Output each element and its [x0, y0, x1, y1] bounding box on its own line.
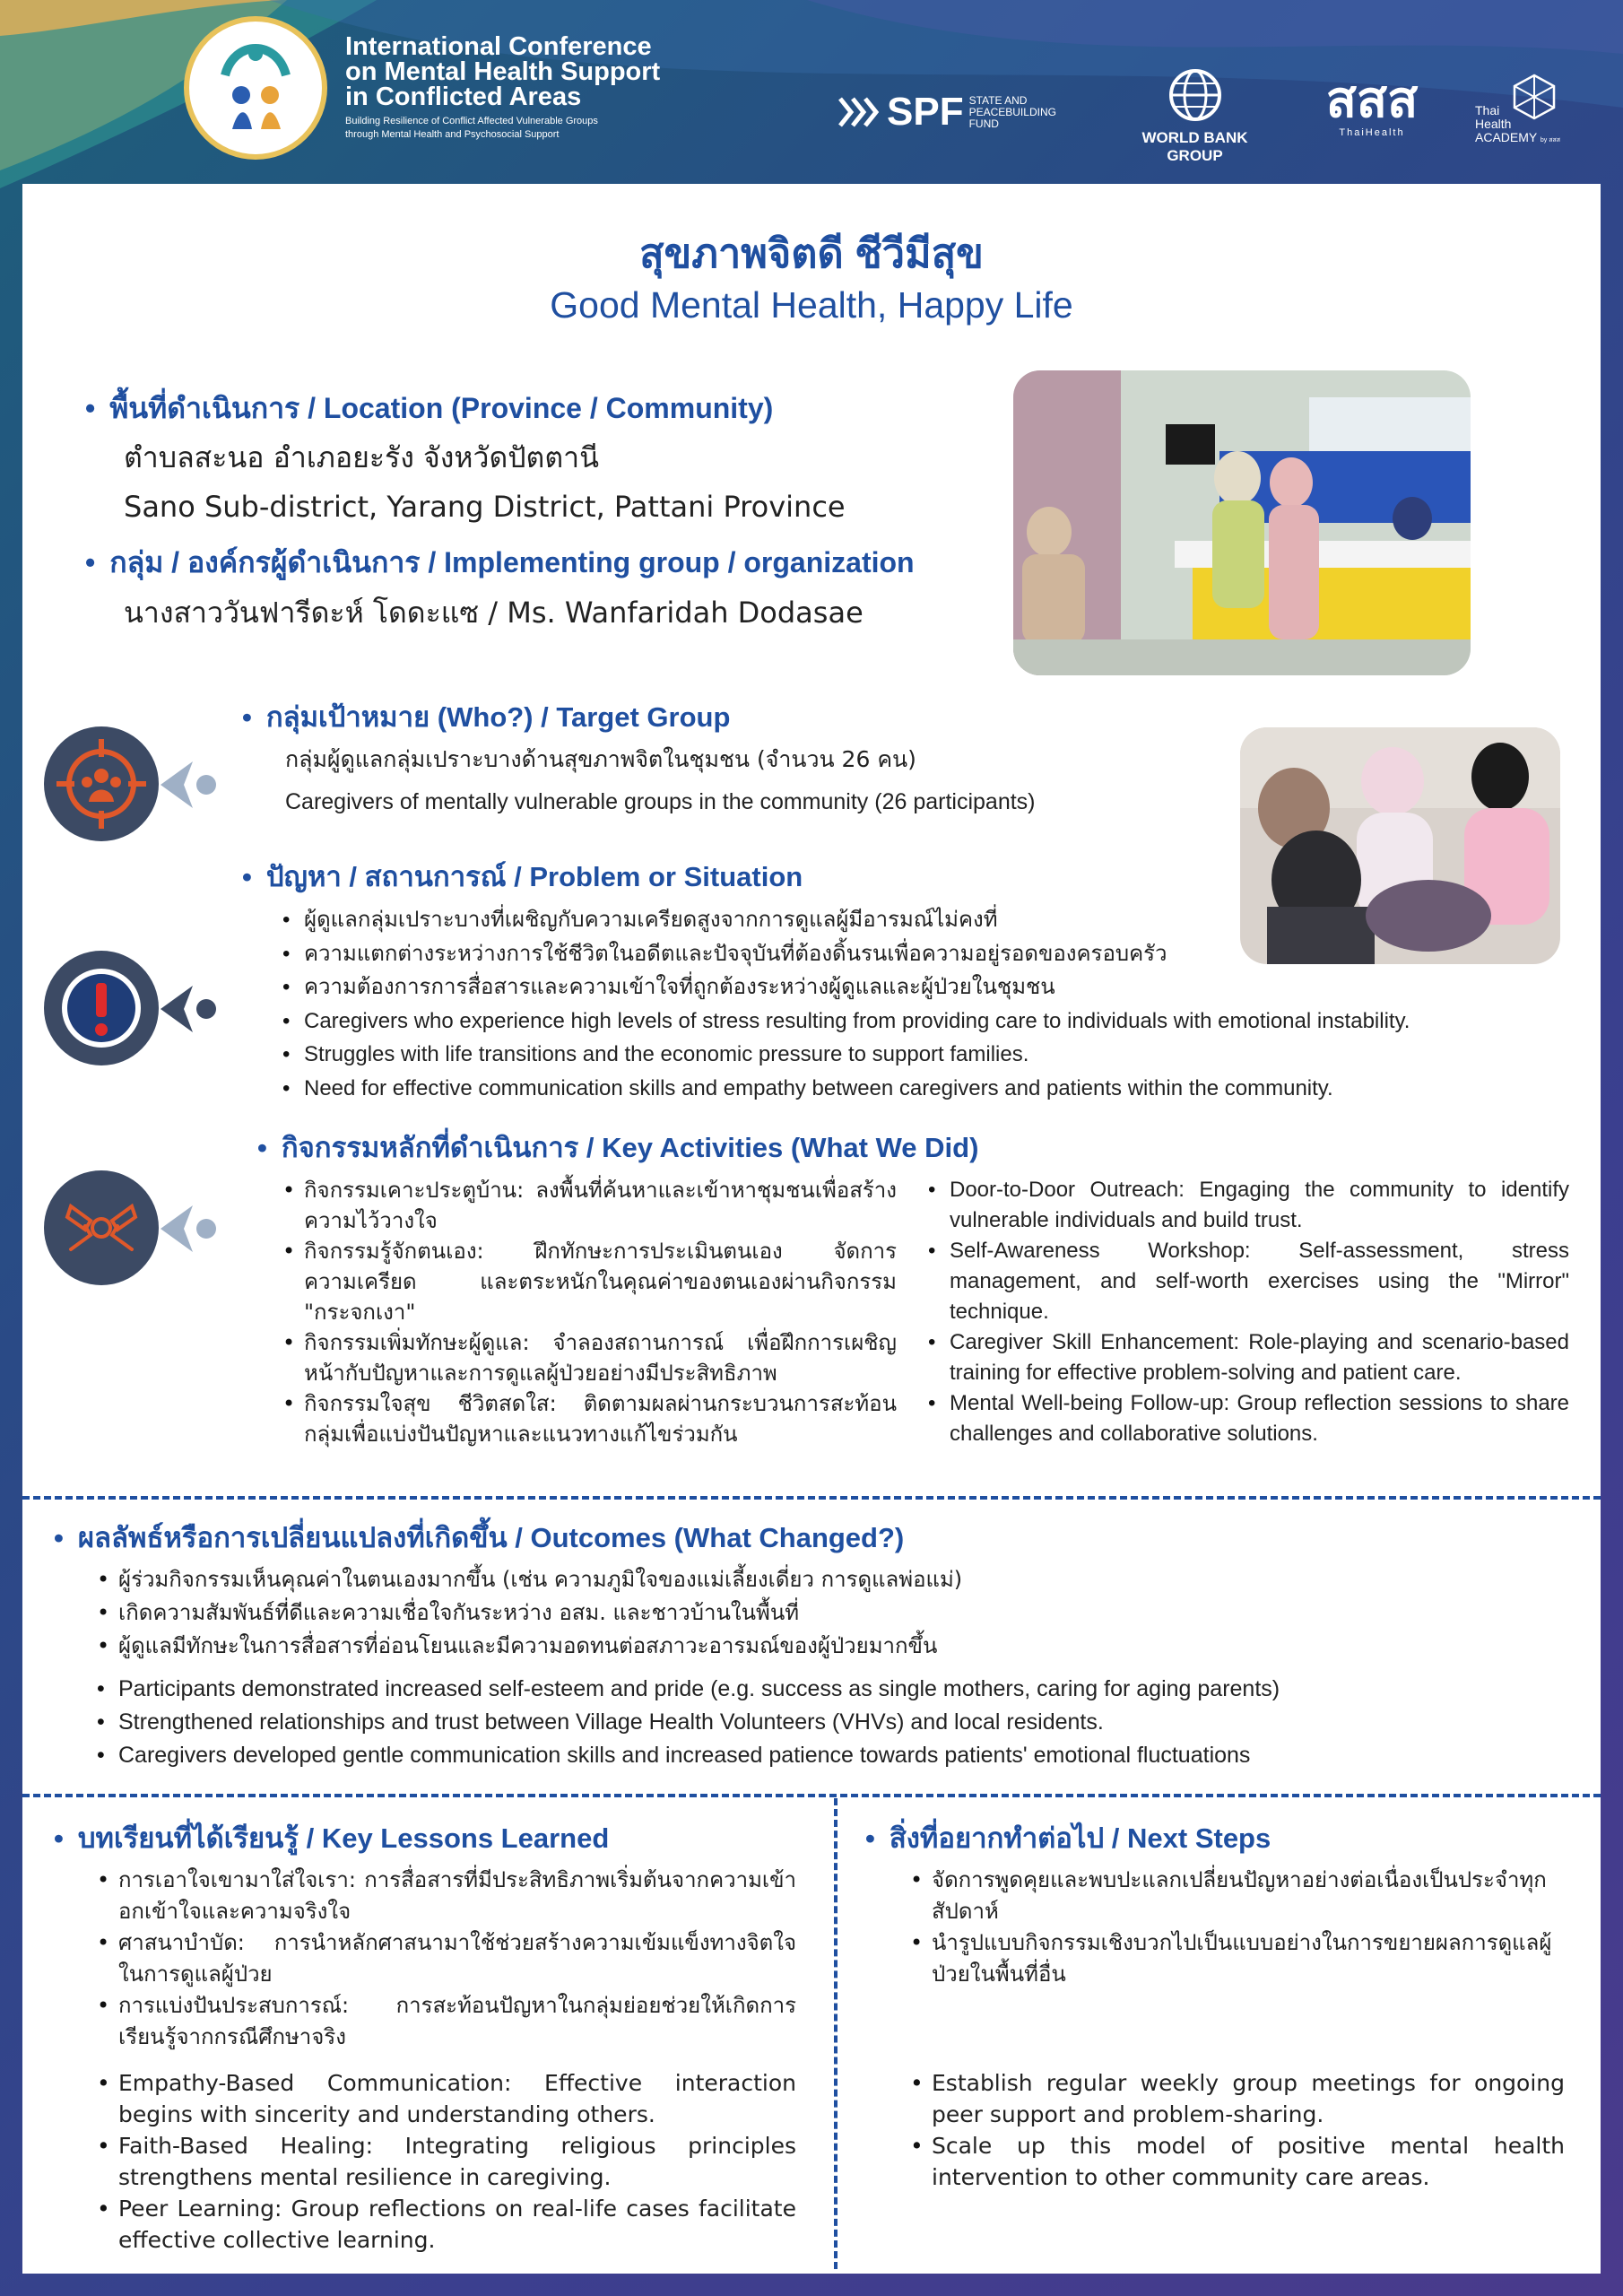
spf-caption	[969, 95, 1056, 130]
title-thai: สุขภาพจิตดี ชีวีมีสุข	[639, 230, 984, 276]
activity-thai-item: • กิจกรรมเคาะประตูบ้าน: ลงพื้นที่ค้นหาและเข้าหาชุมชนเพื่อสร้างความไว้วางใจ	[282, 1175, 897, 1236]
target-heading	[242, 700, 730, 735]
problem-item: • Struggles with life transitions and the economic pressure to support families.	[282, 1038, 1592, 1072]
target-heading-text: กลุ่มเป้าหมาย (Who?) / Target Group	[265, 701, 731, 733]
conference-subtitle	[345, 115, 660, 142]
problem-item: • Need for effective communication skills and empathy between caregivers and patients within the community.	[282, 1072, 1592, 1106]
next-steps-bullet: •	[865, 1822, 875, 1854]
implementer-heading-text: กลุ่ม / องค์กรผู้ดำเนินการ / Implementing group / organization	[109, 546, 915, 578]
activity-photo-classroom	[1013, 370, 1471, 675]
lesson-thai-item: • การแบ่งปันประสบการณ์: การสะท้อนปัญหาในกลุ่มย่อยช่วยให้เกิดการเรียนรู้จากกรณีศึกษาจริง	[97, 1990, 796, 2053]
academy-line-3-wrap	[1475, 131, 1560, 147]
globe-icon	[1167, 67, 1223, 123]
exclamation-icon	[44, 951, 159, 1065]
lesson-english-item: • Peer Learning: Group reflections on real-life cases facilitate effective collective learning.	[97, 2193, 796, 2256]
academy-by: by สสส	[1540, 137, 1561, 144]
problem-bullet: •	[242, 861, 252, 892]
thaihealth-mark: สสส	[1325, 71, 1419, 127]
spf-caption-3: FUND	[968, 117, 999, 130]
academy-line-2: Health	[1475, 117, 1512, 131]
activities-english-list	[928, 1175, 1569, 1449]
problem-heading-text: ปัญหา / สถานการณ์ / Problem or Situation	[265, 861, 803, 892]
outcome-english-item: • Caregivers developed gentle communication skills and increased patience towards patients' emotional fluctuations	[97, 1739, 1585, 1772]
outcome-english-item: • Participants demonstrated increased self-esteem and pride (e.g. success as single mothers, caring for aging parents)	[97, 1673, 1585, 1706]
spf-name: SPF	[887, 90, 964, 134]
activity-thai-item: • กิจกรรมใจสุข ชีวิตสดใส: ติดตามผลผ่านกระบวนการสะท้อนกลุ่มเพื่อแบ่งปันปัญหาและแนวทางแก้ไขร่วมกัน	[282, 1388, 897, 1449]
next-step-thai-item: • นำรูปแบบกิจกรรมเชิงบวกไปเป็นแบบอย่างในการขยายผลการดูแลผู้ป่วยในพื้นที่อื่น	[910, 1927, 1565, 1990]
hands-teamwork-icon	[44, 1170, 159, 1285]
lesson-english-item: • Faith-Based Healing: Integrating religious principles strengthens mental resilience in caregiving.	[97, 2130, 796, 2193]
location-heading-text: พื้นที่ดำเนินการ / Location (Province / Community)	[109, 392, 774, 424]
outcome-thai-item: • ผู้ร่วมกิจกรรมเห็นคุณค่าในตนเองมากขึ้น (เช่น ความภูมิใจของแม่เลี้ยงเดี่ยว การดูแลพ่อแม่)	[97, 1563, 1567, 1596]
lessons-heading-text: บทเรียนที่ได้เรียนรู้ / Key Lessons Learned	[77, 1822, 610, 1854]
divider-columns	[834, 1798, 838, 2269]
academy-text	[1475, 104, 1560, 147]
next-step-thai-item: • จัดการพูดคุยและพบปะแลกเปลี่ยนปัญหาอย่างต่อเนื่องเป็นประจำทุกสัปดาห์	[910, 1865, 1565, 1927]
target-arrow-icon	[157, 758, 220, 812]
target-english: Caregivers of mentally vulnerable groups in the community (26 participants)	[285, 789, 1036, 814]
problem-arrow-icon	[157, 982, 220, 1036]
lessons-heading	[54, 1821, 609, 1857]
target-thai: กลุ่มผู้ดูแลกลุ่มเปราะบางด้านสุขภาพจิตในชุมชน (จำนวน 26 คน)	[285, 746, 916, 772]
conference-title-line-2: on Mental Health Support	[345, 57, 661, 86]
lesson-thai-item: • การเอาใจเขามาใส่ใจเรา: การสื่อสารที่มีประสิทธิภาพเริ่มต้นจากความเข้าอกเข้าใจและความจริงใจ	[97, 1865, 796, 1927]
lesson-thai-item: • ศาสนาบำบัด: การนำหลักศาสนามาใช้ช่วยสร้างความเข้มแข็งทางจิตใจในการดูแลผู้ป่วย	[97, 1927, 796, 1990]
thaihealth-name: ThaiHealth	[1339, 127, 1405, 138]
outcome-thai-item: • ผู้ดูแลมีทักษะในการสื่อสารที่อ่อนโยนและมีความอดทนต่อสภาวะอารมณ์ของผู้ป่วยมากขึ้น	[97, 1630, 1567, 1663]
next-step-english-item: • Scale up this model of positive mental health intervention to other community care areas.	[910, 2130, 1565, 2193]
activity-english-item: • Caregiver Skill Enhancement: Role-playing and scenario-based training for effective problem-solving and patient care.	[928, 1327, 1569, 1388]
academy-line-3: ACADEMY	[1475, 130, 1537, 144]
conference-title-line-3: in Conflicted Areas	[345, 83, 582, 111]
implementer-heading	[85, 544, 915, 580]
problem-item: • ผู้ดูแลกลุ่มเปราะบางที่เผชิญกับความเครียดสูงจากการดูแลผู้มีอารมณ์ไม่คงที่	[282, 903, 1592, 937]
outcomes-heading-text: ผลลัพธ์หรือการเปลี่ยนแปลงที่เกิดขึ้น / Outcomes (What Changed?)	[77, 1522, 905, 1553]
problem-item: • Caregivers who experience high levels of stress resulting from providing care to individuals with emotional instability.	[282, 1004, 1592, 1039]
outcomes-bullet: •	[54, 1522, 64, 1553]
title-english: Good Mental Health, Happy Life	[550, 284, 1073, 326]
classroom-photo-image	[1013, 370, 1471, 675]
spf-chevrons-icon	[838, 94, 883, 130]
world-bank-logo	[1112, 67, 1278, 165]
activities-thai-list	[282, 1175, 897, 1449]
location-english: Sano Sub-district, Yarang District, Pattani Province	[124, 490, 846, 524]
activity-english-item: • Mental Well-being Follow-up: Group reflection sessions to share challenges and collaborative solutions.	[928, 1388, 1569, 1449]
conference-subtitle-line-2: through Mental Health and Psychosocial Support	[345, 129, 560, 140]
problem-item: • ความต้องการการสื่อสารและความเข้าใจที่ถูกต้องระหว่างผู้ดูแลและผู้ป่วยในชุมชน	[282, 970, 1592, 1004]
conference-title	[345, 34, 660, 142]
spf-caption-2: PEACEBUILDING	[968, 105, 1056, 118]
outcomes-english-list	[97, 1673, 1585, 1772]
conference-logo	[184, 16, 327, 160]
activity-english-item: • Self-Awareness Workshop: Self-assessment, stress management, and self-worth exercises using the "Mirror" technique.	[928, 1236, 1569, 1327]
next-steps-heading-text: สิ่งที่อยากทำต่อไป / Next Steps	[889, 1822, 1271, 1854]
lesson-english-item: • Empathy-Based Communication: Effective interaction begins with sincerity and understanding others.	[97, 2067, 796, 2130]
location-heading	[85, 390, 773, 426]
academy-line-1: Thai	[1475, 103, 1500, 117]
outcomes-thai-list	[97, 1563, 1567, 1663]
conference-subtitle-line-1: Building Resilience of Conflict Affected Vulnerable Groups	[345, 116, 598, 126]
outcome-english-item: • Strengthened relationships and trust between Village Health Volunteers (VHVs) and local residents.	[97, 1706, 1585, 1739]
activity-thai-item: • กิจกรรมเพิ่มทักษะผู้ดูแล: จำลองสถานการณ์ เพื่อฝึกการเผชิญหน้ากับปัญหาและการดูแลผู้ป่วยอย่างมีประสิทธิภาพ	[282, 1327, 897, 1388]
activities-arrow-icon	[157, 1202, 220, 1256]
activities-bullet: •	[257, 1132, 267, 1163]
world-bank-name: WORLD BANK GROUP	[1141, 129, 1248, 164]
next-steps-english-list	[910, 2067, 1565, 2193]
target-bullet: •	[242, 701, 252, 733]
problem-heading	[242, 859, 803, 895]
problem-list	[282, 903, 1592, 1105]
activities-icon-circle	[44, 1170, 159, 1285]
divider-outcomes	[22, 1794, 1601, 1797]
problem-item: • ความแตกต่างระหว่างการใช้ชีวิตในอดีตและปัจจุบันที่ต้องดิ้นรนเพื่อความอยู่รอดของครอบครัว	[282, 937, 1592, 971]
lessons-bullet: •	[54, 1822, 64, 1854]
location-thai: ตำบลสะนอ อำเภอยะรัง จังหวัดปัตตานี	[124, 440, 599, 474]
problem-icon-circle	[44, 951, 159, 1065]
lessons-english-list	[97, 2067, 796, 2256]
activity-english-item: • Door-to-Door Outreach: Engaging the community to identify vulnerable individuals and build trust.	[928, 1175, 1569, 1236]
implementer-name: นางสาววันฟารีดะห์ โดดะแซ / Ms. Wanfaridah Dodasae	[124, 596, 864, 630]
implementer-bullet: •	[85, 546, 96, 578]
divider-activities	[22, 1496, 1601, 1500]
outcomes-heading	[54, 1520, 904, 1556]
target-people-icon	[44, 726, 159, 841]
next-steps-heading	[865, 1821, 1271, 1857]
location-bullet: •	[85, 392, 96, 424]
spf-logo	[838, 90, 1056, 135]
spf-caption-1: STATE AND	[968, 93, 1028, 107]
content-panel	[22, 184, 1601, 2274]
lessons-thai-list	[97, 1865, 796, 2053]
next-step-english-item: • Establish regular weekly group meetings for ongoing peer support and problem-sharing.	[910, 2067, 1565, 2130]
thaihealth-logo	[1318, 72, 1426, 138]
outcome-thai-item: • เกิดความสัมพันธ์ที่ดีและความเชื่อใจกันระหว่าง อสม. และชาวบ้านในพื้นที่	[97, 1596, 1567, 1630]
activities-heading-text: กิจกรรมหลักที่ดำเนินการ / Key Activities (What We Did)	[281, 1132, 979, 1163]
activity-thai-item: • กิจกรรมรู้จักตนเอง: ฝึกทักษะการประเมินตนเอง จัดการความเครียด และตระหนักในคุณค่าของตนเองผ่านกิจกรรม "กระจกเงา"	[282, 1236, 897, 1327]
activities-heading	[257, 1130, 978, 1166]
next-steps-thai-list	[910, 1865, 1565, 1990]
target-group-icon-circle	[44, 726, 159, 841]
conference-title-line-1: International Conference	[345, 32, 652, 61]
conference-logo-icon	[189, 22, 322, 154]
